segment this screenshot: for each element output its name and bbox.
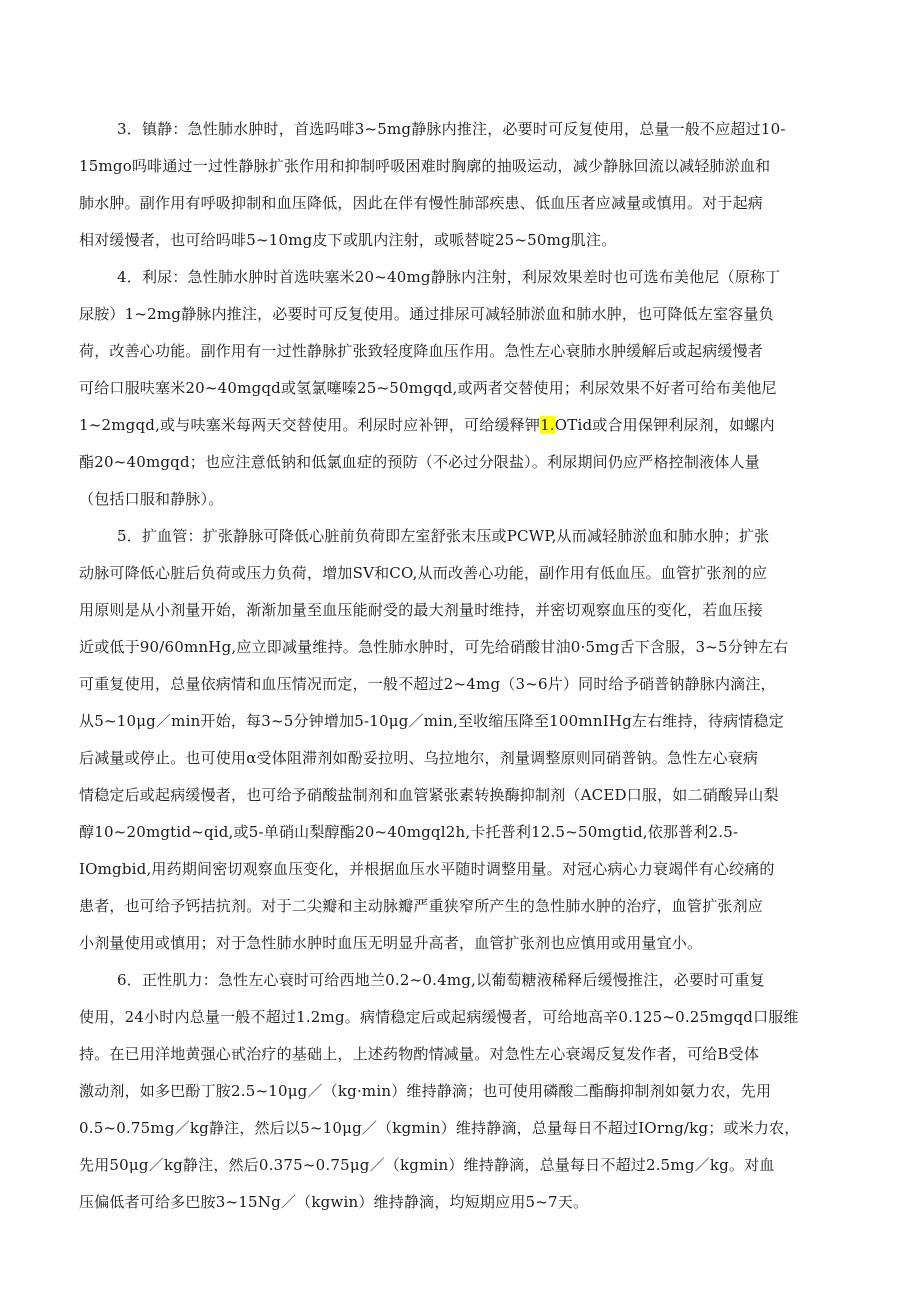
text-line: 后减量或停止。也可使用α受体阻滞剂如酚妥拉明、乌拉地尔，剂量调整原则同硝普钠。急性左心衰病 (79, 749, 759, 767)
text-line: 0.5~0.75mg／kg静注，然后以5~10μg／（kgmin）维持静滴，总量每日不超过IOrng/kg；或米力农， (79, 1119, 800, 1137)
text-line: 可重复使用，总量依病情和血压情况而定，一般不超过2~4mg（3~6片）同时给予硝普钠静脉内滴注， (79, 675, 776, 693)
text-line: 4．利尿：急性肺水肿时首选呋塞米20~40mg静脉内注射，利尿效果差时也可选布美他尼（原称丁 (117, 268, 781, 286)
highlighted-text: 1. (540, 416, 555, 434)
text-line: IOmgbid,用药期间密切观察血压变化，并根据血压水平随时调整用量。对冠心病心力衰竭伴有心绞痛的 (79, 860, 775, 878)
text-line: 近或低于90/60mnHg,应立即减量维持。急性肺水肿时，可先给硝酸甘油0·5mg舌下含服，3~5分钟左右 (79, 638, 789, 656)
text-line: 醇10~20mgtid~qid,或5-单硝山梨醇酯20~40mgql2h,卡托普利12.5~50mgtid,依那普利2.5- (79, 823, 739, 841)
text-line: 15mgo吗啡通过一过性静脉扩张作用和抑制呼吸困难时胸廓的抽吸运动，减少静脉回流以减轻肺淤血和 (79, 157, 771, 175)
document-body (79, 111, 845, 1221)
text-line: 酯20~40mgqd；也应注意低钠和低氯血症的预防（不必过分限盐）。利尿期间仍应严格控制液体人量 (79, 453, 760, 471)
text-line: 可给口服呋塞米20~40mgqd或氢氯噻嗪25~50mgqd,或两者交替使用；利尿效果不好者可给布美他尼 (79, 379, 777, 397)
text-line: 荷，改善心功能。副作用有一过性静脉扩张致轻度降血压作用。急性左心衰肺水肿缓解后或起病缓慢者 (79, 342, 764, 360)
text-line (79, 407, 845, 444)
text-line: 先用50μg／kg静注，然后0.375~0.75μg／（kgmin）维持静滴，总量每日不超过2.5mg／kg。对血 (79, 1156, 775, 1174)
text-line: 相对缓慢者，也可给吗啡5~10mg皮下或肌内注射，或哌替啶25~50mg肌注。 (79, 231, 617, 249)
text-line: 动脉可降低心脏后负荷或压力负荷，增加SV和CO,从而改善心功能，副作用有低血压。血管扩张剂的应 (79, 564, 768, 582)
text-line: 患者，也可给予钙拮抗剂。对于二尖瓣和主动脉瓣严重狭窄所产生的急性肺水肿的治疗，血管扩张剂应 (79, 897, 764, 915)
text-segment: OTid或合用保钾利尿剂，如螺内 (554, 416, 775, 434)
paragraph-vasodilators (79, 518, 845, 962)
text-line: 情稳定后或起病缓慢者，也可给予硝酸盐制剂和血管紧张素转换酶抑制剂（ACED口服，如二硝酸异山梨 (79, 786, 779, 804)
text-line: 5．扩血管：扩张静脉可降低心脏前负荷即左室舒张末压或PCWP,从而减轻肺淤血和肺水肿；扩张 (117, 527, 770, 545)
text-line: 持。在已用洋地黄强心甙治疗的基础上，上述药物酌情减量。对急性左心衰竭反复发作者，可给B受体 (79, 1045, 760, 1063)
text-line: 尿胺）1~2mg静脉内推注，必要时可反复使用。通过排尿可减轻肺淤血和肺水肿，也可降低左室容量负 (79, 305, 774, 323)
text-line: 压偏低者可给多巴胺3~15Ng／（kgwin）维持静滴，均短期应用5~7天。 (79, 1193, 589, 1211)
text-line: （包括口服和静脉）。 (79, 490, 224, 508)
text-line: 3．镇静：急性肺水肿时，首选吗啡3~5mg静脉内推注，必要时可反复使用，总量一般不应超过10- (117, 120, 786, 138)
paragraph-sedation (79, 111, 845, 259)
text-line: 用原则是从小剂量开始，渐渐加量至血压能耐受的最大剂量时维持，并密切观察血压的变化，若血压接 (79, 601, 764, 619)
text-line: 肺水肿。副作用有呼吸抑制和血压降低，因此在伴有慢性肺部疾患、低血压者应减量或慎用。对于起病 (79, 194, 764, 212)
paragraph-inotropes (79, 962, 845, 1221)
text-line: 激动剂，如多巴酚丁胺2.5~10μg／（kg·min）维持静滴；也可使用磷酸二酯酶抑制剂如氨力农，先用 (79, 1082, 772, 1100)
paragraph-diuresis (79, 259, 845, 518)
text-segment: 1~2mgqd,或与呋塞米每两天交替使用。利尿时应补钾，可给缓释钾 (79, 416, 541, 434)
text-line: 6．正性肌力：急性左心衰时可给西地兰0.2~0.4mg,以葡萄糖液稀释后缓慢推注，必要时可重复 (117, 971, 765, 989)
text-line: 小剂量使用或慎用；对于急性肺水肿时血压无明显升高者，血管扩张剂也应慎用或用量宜小。 (79, 934, 703, 952)
text-line: 从5~10μg／min开始，每3~5分钟增加5-10μg／min,至收缩压降至100mnIHg左右维持，待病情稳定 (79, 712, 784, 730)
text-line: 使用，24小时内总量一般不超过1.2mg。病情稳定后或起病缓慢者，可给地高辛0.125~0.25mgqd口服维 (79, 1008, 799, 1026)
